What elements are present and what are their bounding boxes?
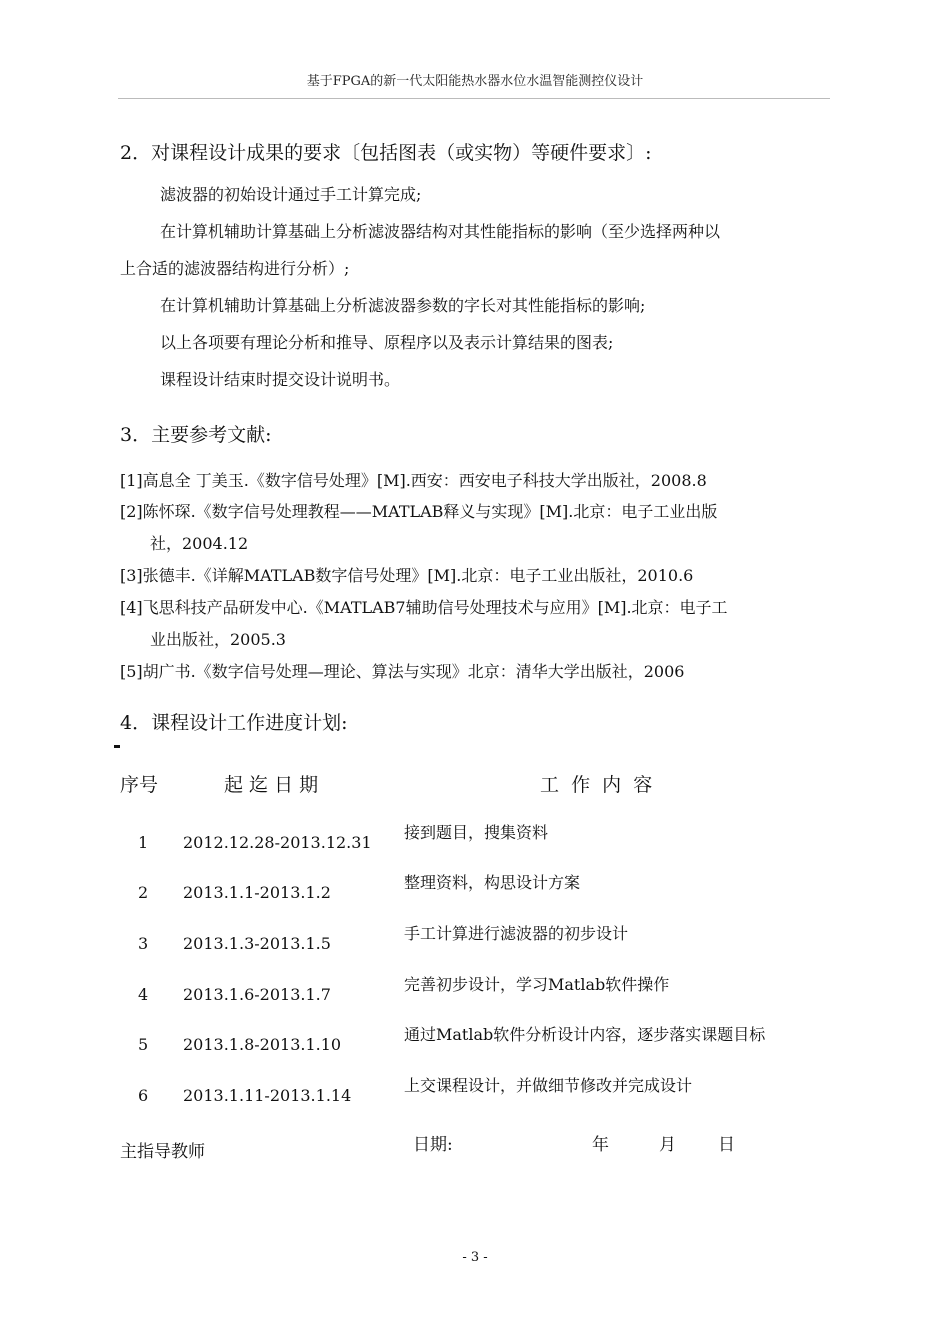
date-month: 月 xyxy=(659,1135,676,1155)
row-content: 通过Matlab软件分析设计内容，逐步落实课题目标 xyxy=(404,1025,766,1044)
table-header-dates: 起 迄 日 期 xyxy=(224,774,319,796)
date-day: 日 xyxy=(718,1135,735,1155)
row-dates: 2013.1.8-2013.1.10 xyxy=(183,1035,342,1054)
section-2-heading: 2．对课程设计成果的要求〔包括图表（或实物）等硬件要求〕: xyxy=(120,142,652,164)
section-2-line: 课程设计结束时提交设计说明书。 xyxy=(160,370,401,389)
section-2-line: 在计算机辅助计算基础上分析滤波器结构对其性能指标的影响（至少选择两种以 xyxy=(160,222,721,241)
row-index: 6 xyxy=(138,1086,149,1105)
section-2-line: 在计算机辅助计算基础上分析滤波器参数的字长对其性能指标的影响; xyxy=(160,296,646,315)
section-3-heading: 3．主要参考文献: xyxy=(120,424,272,446)
reference-item: [4]飞思科技产品研发中心.《MATLAB7辅助信号处理技术与应用》[M].北京：电子工 xyxy=(120,598,728,617)
page-header: 基于FPGA的新一代太阳能热水器水位水温智能测控仪设计 xyxy=(306,74,644,89)
date-year: 年 xyxy=(592,1135,609,1155)
reference-item: [2]陈怀琛.《数字信号处理教程——MATLAB释义与实现》[M].北京：电子工业出版 xyxy=(120,502,718,521)
section-2-line: 以上各项要有理论分析和推导、原程序以及表示计算结果的图表; xyxy=(160,333,614,352)
teacher-label: 主指导教师 xyxy=(120,1142,205,1162)
row-content: 上交课程设计，并做细节修改并完成设计 xyxy=(404,1076,693,1095)
row-content: 整理资料，构思设计方案 xyxy=(404,873,581,892)
row-index: 4 xyxy=(138,985,149,1004)
reference-item: [5]胡广书.《数字信号处理—理论、算法与实现》北京：清华大学出版社，2006 xyxy=(120,662,685,681)
table-header-content: 工 作 内 容 xyxy=(540,774,653,796)
reference-item: [1]高息全 丁美玉.《数字信号处理》[M].西安：西安电子科技大学出版社，2008.8 xyxy=(120,471,707,490)
header-divider xyxy=(118,98,830,99)
row-content: 手工计算进行滤波器的初步设计 xyxy=(404,924,629,943)
reference-item: [3]张德丰.《详解MATLAB数字信号处理》[M].北京：电子工业出版社，2010.6 xyxy=(120,566,694,585)
row-index: 3 xyxy=(138,934,149,953)
row-content: 接到题目，搜集资料 xyxy=(404,823,549,842)
date-label: 日期: xyxy=(413,1135,453,1155)
row-dates: 2013.1.11-2013.1.14 xyxy=(183,1086,352,1105)
row-content: 完善初步设计，学习Matlab软件操作 xyxy=(404,975,670,994)
row-dates: 2013.1.1-2013.1.2 xyxy=(183,883,331,902)
section-2-line: 上合适的滤波器结构进行分析）; xyxy=(120,259,350,278)
row-dates: 2013.1.3-2013.1.5 xyxy=(183,934,331,953)
page-number: - 3 - xyxy=(462,1250,488,1265)
reference-item-continuation: 业出版社，2005.3 xyxy=(150,630,286,649)
row-dates: 2012.12.28-2013.12.31 xyxy=(183,833,372,852)
row-index: 1 xyxy=(138,833,149,852)
section-4-heading: 4．课程设计工作进度计划: xyxy=(120,712,348,734)
section-2-line: 滤波器的初始设计通过手工计算完成; xyxy=(160,185,422,204)
table-header-index: 序号 xyxy=(120,774,159,796)
reference-item-continuation: 社，2004.12 xyxy=(150,534,249,553)
row-index: 2 xyxy=(138,883,149,902)
row-index: 5 xyxy=(138,1035,149,1054)
cursor-mark xyxy=(114,745,120,748)
row-dates: 2013.1.6-2013.1.7 xyxy=(183,985,331,1004)
